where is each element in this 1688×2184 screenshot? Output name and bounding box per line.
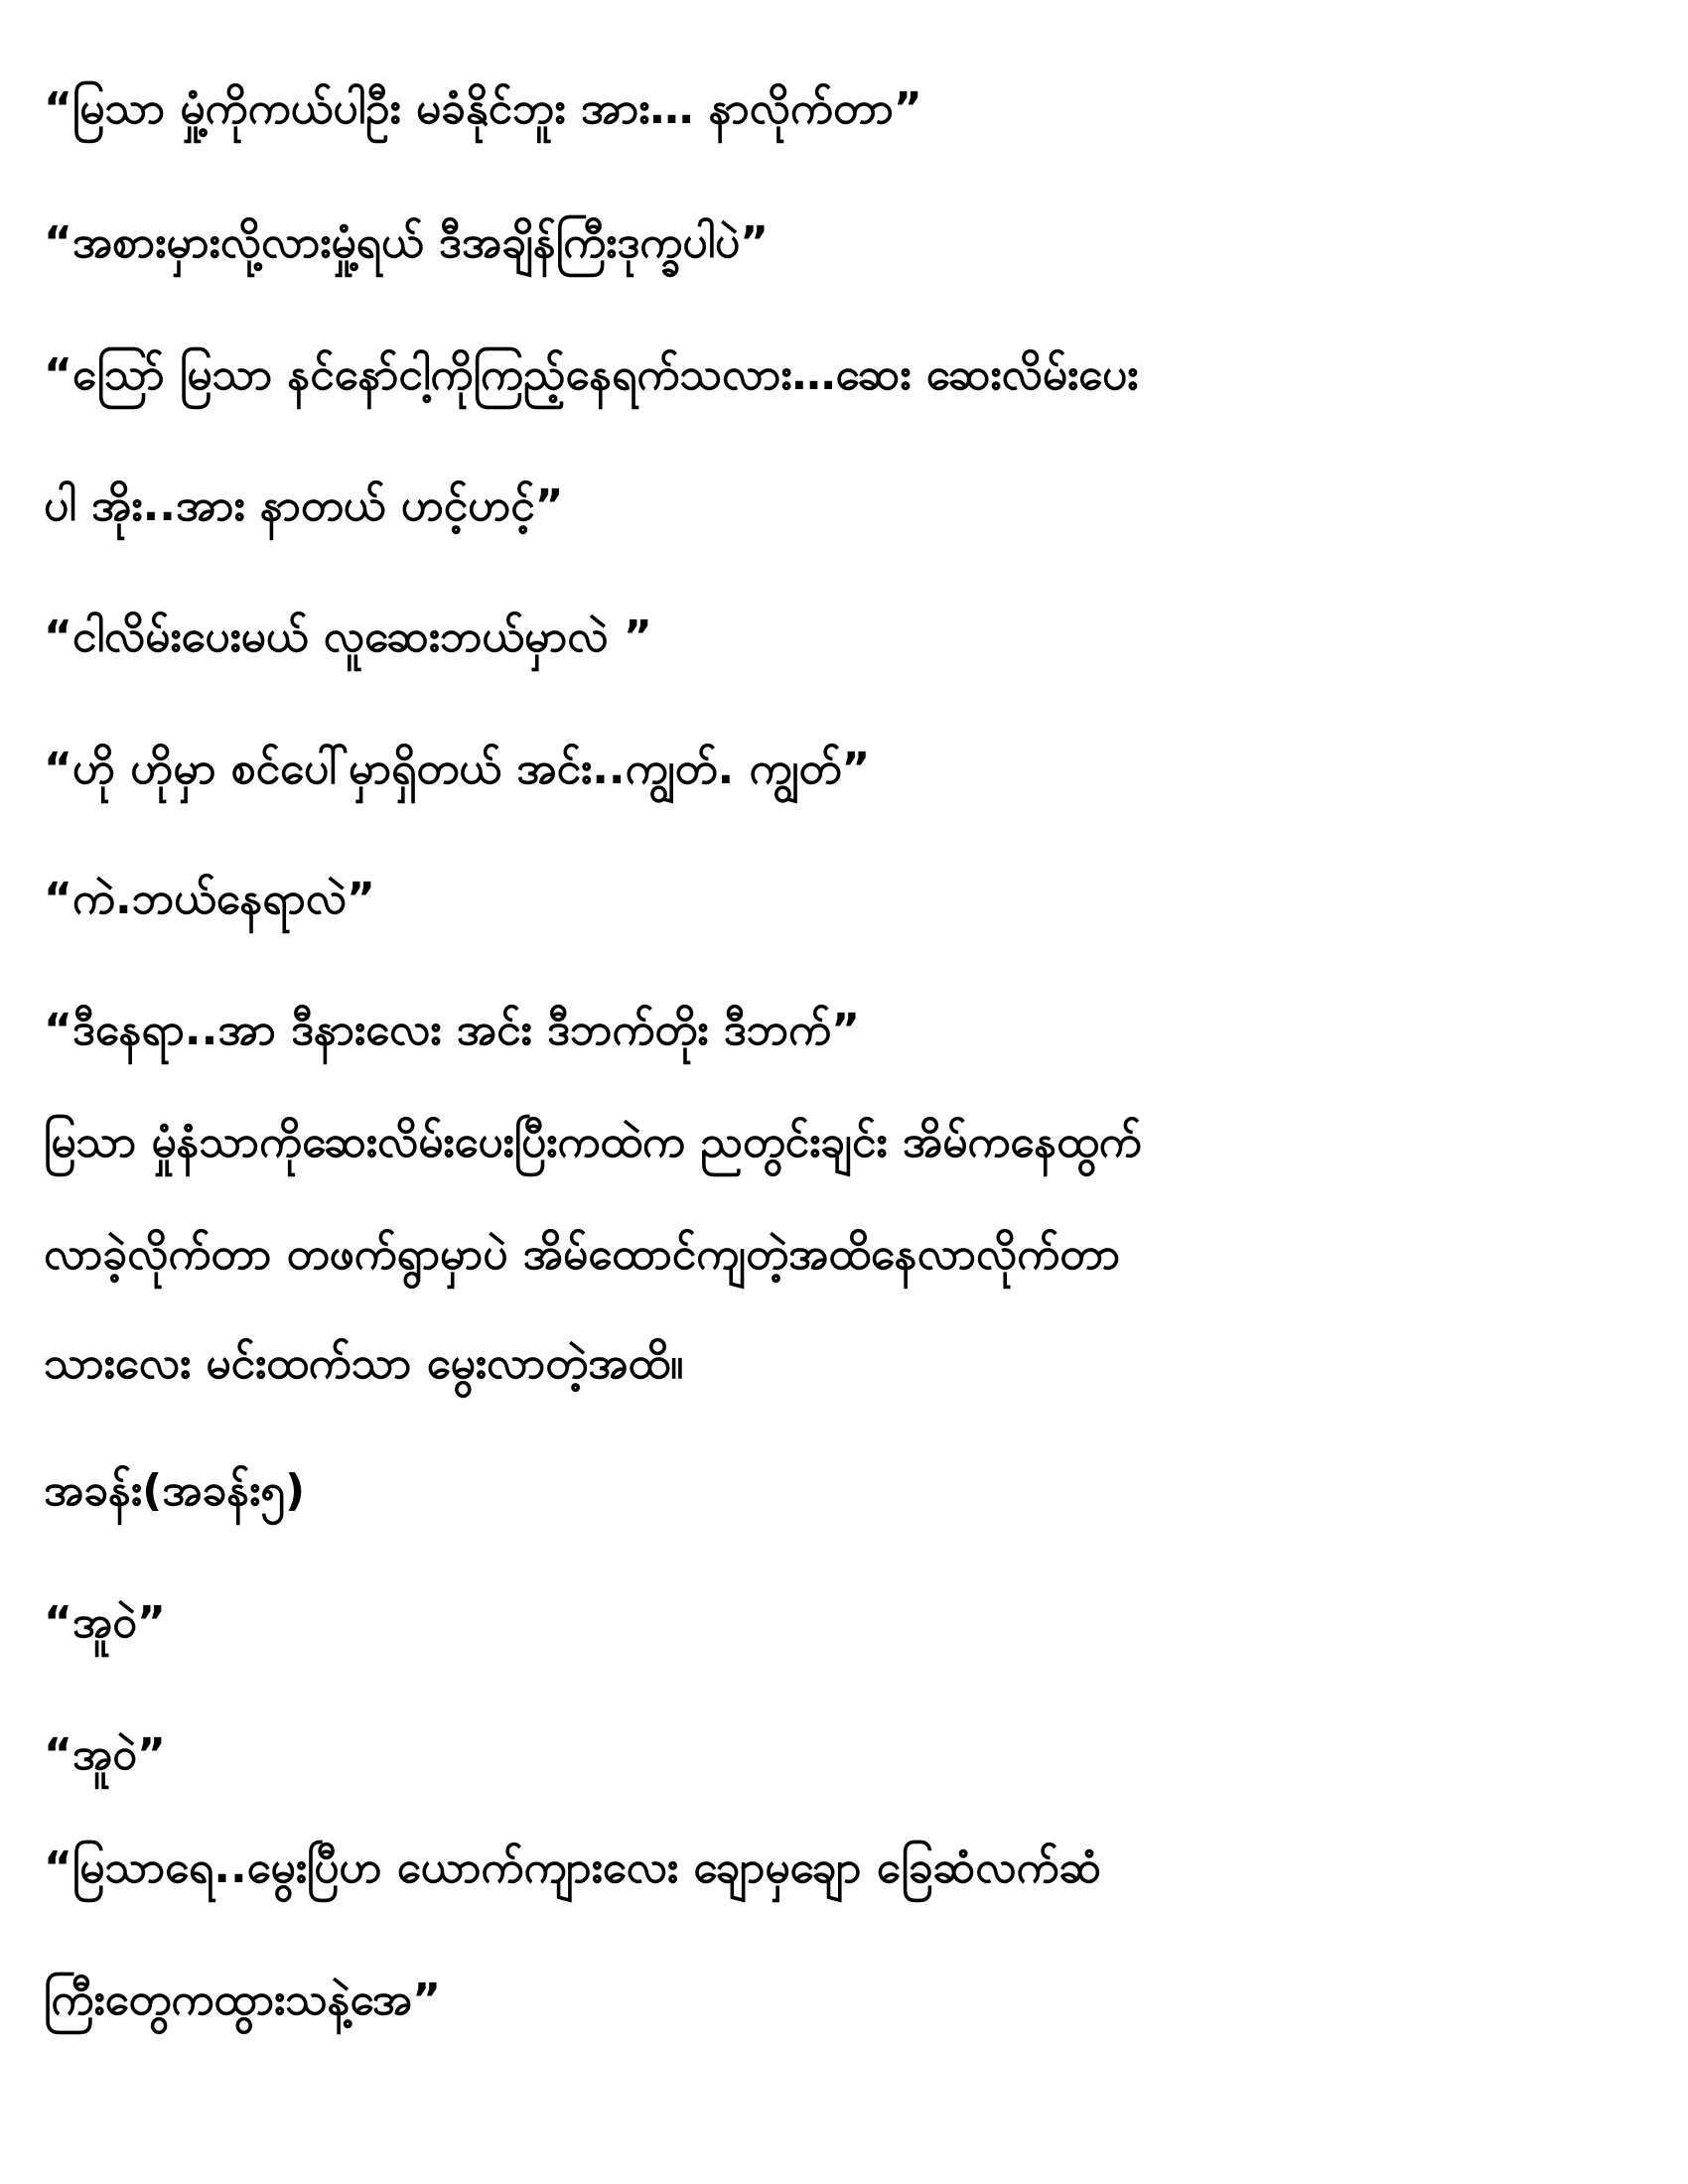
text-line: ပါ အိုး..အား နာတယ် ဟင့်ဟင့်” [44,480,564,531]
text-line: “အူဝဲ” [44,1597,166,1648]
text-line: “အစားမှားလို့လားမှုံ့ရယ် ဒီအချိန်ကြီးဒုက္ခပါပဲ” [44,217,770,268]
text-line: “မြသာ မှုံ့ကိုကယ်ပါဦး မခံနိုင်ဘူး အား… နာလိုက်တာ” [44,83,922,134]
text-line: “ငါလိမ်းပေးမယ် လူဆေးဘယ်မှာလဲ ” [44,612,652,662]
text-line: “မြသာရေ..မွေးပြီဟ ယောက်ကျားလေး ချောမှချော ခြေဆံလက်ဆံ [44,1843,1102,1893]
text-line: “ဒီနေရာ..အာ ဒီနားလေး အင်း ဒီဘက်တိုး ဒီဘက်” [44,1005,860,1055]
text-line: “သြော် မြသာ နင်နော်ငါ့ကိုကြည့်နေရက်သလား…ဆေး ဆေးလိမ်းပေး [44,349,1139,400]
text-line: “ဟို ဟိုမှာ စင်ပေါ်မှာရှိတယ် အင်း..ကျွတ်. ကျွတ်” [44,744,871,794]
text-line: မြသာ မှုံနံသာကိုဆေးလိမ်းပေးပြီးကထဲက ညတွင်းချင်း အိမ်ကနေထွက် [44,1117,1142,1167]
chapter-heading: အခန်း(အခန်း၅) [44,1465,306,1516]
text-line: “ကဲ.ဘယ်နေရာလဲ” [44,874,375,924]
text-line: ကြီးတွေကထွားသနဲ့အေ” [44,1975,441,2025]
text-line: လာခဲ့လိုက်တာ တဖက်ရွာမှာပဲ အိမ်ထောင်ကျတဲ့အထိနေလာလိုက်တာ [44,1229,1121,1280]
text-line: “အူဝဲ” [44,1729,166,1780]
text-line: သားလေး မင်းထက်သာ မွေးလာတဲ့အထိ။ [44,1338,684,1389]
